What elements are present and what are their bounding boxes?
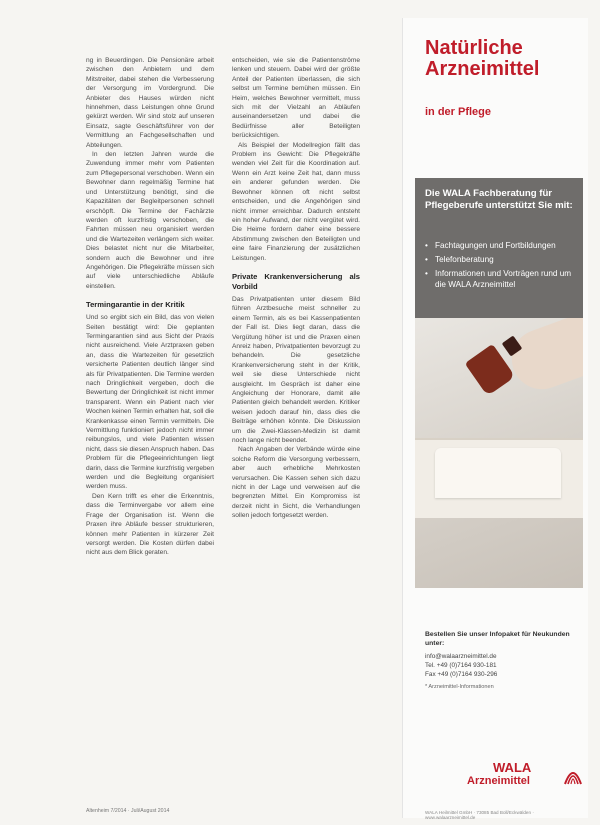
- hand-shape: [503, 318, 583, 398]
- section-heading: Private Krankenversicherung als Vorbild: [232, 271, 360, 291]
- brand-name: WALA: [493, 760, 532, 775]
- list-item: • Telefonberatung: [425, 254, 579, 265]
- email-link[interactable]: info@walaarzneimittel.de: [425, 653, 497, 660]
- ad-title: [425, 38, 539, 80]
- wala-logo: [467, 760, 583, 804]
- advertisement: [402, 18, 588, 818]
- list-item: • Fachtagungen und Fortbildungen: [425, 240, 579, 251]
- ad-order-info: [425, 630, 575, 692]
- phone-number: Tel. +49 (0)7164 930-181: [425, 662, 497, 669]
- wala-mark-icon: [563, 760, 583, 786]
- ad-footer: WALA Heilmittel GmbH · 73085 Bad Boll/Eckwälden · www.walaarzneimittel.de: [425, 810, 534, 820]
- ad-subtitle: in der Pflege: [425, 106, 492, 118]
- paragraph: Als Beispiel der Modellregion fällt das Problem ins Gewicht: Die Pflegekräfte wenden viel Zeit für die Koordination auf. Wenn ein Arzt keine Zeit hat, dann muss ein anderer gefunden werden. Die Bewohner können oft nicht selbst entscheiden, und die Angehörigen sind nicht immer erreichbar. Dadurch entsteht ein hoher Aufwand, der nicht vergütet wird. Die Heime fordern daher eine bessere Abstimmung zwischen den Beteiligten und eine faire Finanzierung der zusätzlichen Leistungen.: [232, 141, 360, 262]
- paragraph: Den Kern trifft es eher die Erkenntnis, dass die Terminvergabe vor allem eine Frage der Organisation ist. Wenn die Praxen ihre Abläufe besser strukturieren, können mehr Patienten in kürzerer Zeit versorgt werden. Die Kosten dürfen dabei nicht aus dem Blick geraten.: [86, 492, 214, 557]
- section-heading: Termingarantie in der Kritik: [86, 300, 185, 310]
- ad-photo: [415, 318, 583, 588]
- ad-title-line: Arzneimittel: [425, 58, 540, 80]
- brand-subline: Arzneimittel: [467, 775, 530, 787]
- order-heading: Bestellen Sie unser Infopaket für Neukunden unter:: [425, 631, 570, 647]
- list-item: • Informationen und Vorträgen rund um die WALA Arzneimittel: [425, 268, 579, 290]
- book-page-shape: [435, 448, 561, 498]
- order-note: * Arzneimittel-Informationen: [425, 684, 494, 690]
- paragraph: Und so ergibt sich ein Bild, das von vielen Seiten bestätigt wird: Die geplanten Termingarantien sind aus Sicht der Praxis nicht ausreichend. Viele Arztpraxen geben an, dass die Wartezeiten für gesetzlich versicherte Patienten deutlich länger sind als für Privatpatienten. Die Termine werden nach Dringlichkeit vergeben, doch die Bewertung der Dringlichkeit ist nicht immer transparent. Wenn ein Patient nach vier Wochen keinen Termin erhalten hat, soll die Krankenkasse einen Termin vermitteln. Die Vermittlung funktioniert jedoch nicht immer reibungslos, und viele Patienten wissen nicht, dass sie diesen Anspruch haben. Das Problem für die Pflegeeinrichtungen liegt darin, dass die Termine kurzfristig vergeben werden und die Begleitung organisiert werden muss.: [86, 314, 214, 491]
- ad-title-line: Natürliche: [425, 37, 523, 59]
- paragraph: Das Privatpatienten unter diesem Bild führen Arztbesuche meist schneller zu einem Termin, als es bei Kassenpatienten der Fall ist. Dies liegt daran, dass die Vergütung höher ist und die Praxen einen Anreiz haben, Privatpatienten bevorzugt zu behandeln. Die gesetzliche Krankenversicherung steht in der Kritik, weil sie diese Unterschiede nicht ausgleicht. Im Gespräch ist daher eine Angleichung der Honorare, damit alle Patienten gleich behandelt werden. Kritiker weisen jedoch darauf hin, dass dies die Beiträge erhöhen könnte. Die Diskussion um die Zwei-Klassen-Medizin ist damit noch lange nicht beendet.: [232, 295, 360, 445]
- fax-number: Fax +49 (0)7164 930-296: [425, 671, 498, 678]
- paragraph: ng in Beuerdingen. Die Pensionäre arbeit zwischen den Anbietern und dem Mitstreiter, dabei stehen die Verbesserung der Versorgung im Vordergrund. Die Anbieter des Hauses würden nicht hinnehmen, dass Leistungen ohne Grund gekürzt werden. Wir sind stolz auf unseren Einsatz, sagte Geschäftsführer von der Vermittlung an Fachgesellschaften und Abteilungen.: [86, 57, 214, 149]
- ad-box-heading: Die WALA Fachberatung für Pflegeberufe unterstützt Sie mit:: [425, 188, 573, 211]
- paragraph: entscheiden, wie sie die Patientenströme lenken und steuern. Dabei wird der größte Anteil der Patienten überlassen, die sich selbst um Termine bemühen müssen. Ein Heim, welches Bewohner vermittelt, muss sich mit der Vielzahl an Abläufen auseinandersetzen und dabei die Bedürfnisse aller Beteiligten berücksichtigen.: [232, 57, 360, 140]
- article-column-right: [232, 56, 360, 521]
- article-column-left: [86, 56, 214, 558]
- paragraph: Nach Angaben der Verbände würde eine solche Reform die Versorgung verbessern, aber auch erhebliche Mehrkosten verursachen. Die Kassen sehen sich dazu nicht in der Lage und verweisen auf die begrenzten Mittel. Ein Kompromiss ist derzeit nicht in Sicht, die Verhandlungen sollen jedoch fortgesetzt werden.: [232, 446, 360, 520]
- ad-benefit-list: [425, 240, 579, 293]
- page-footer: Altenheim 7/2014 · Juli/August 2014: [86, 808, 170, 814]
- paragraph: In den letzten Jahren wurde die Zuwendung immer mehr vom Patienten zum Pflegepersonal verschoben. Wenn ein Bewohner dann regelmäßig Termine hat und Unterstützung benötigt, sind die Kapazitäten der Begleitpersonen schnell erschöpft. Die Termine der Fachärzte werden oft kurzfristig verschoben, die Fahrten müssen neu organisiert werden und die Wartezeiten verlängern sich weiter. Dies belastet nicht nur die Mitarbeiter, sondern auch die Bewohner und ihre Angehörigen. Die Pflegekräfte müssen sich auf viele unterschiedliche Abläufe einstellen.: [86, 151, 214, 290]
